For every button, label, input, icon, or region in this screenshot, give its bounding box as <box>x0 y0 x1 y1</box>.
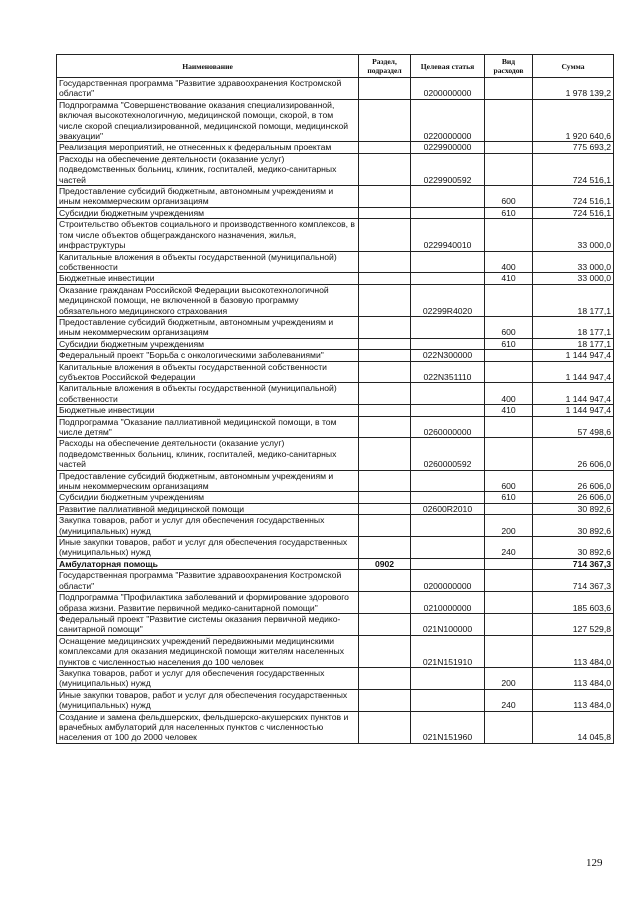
row-section <box>359 667 411 689</box>
header-name: Наименование <box>57 55 359 78</box>
row-name: Субсидии бюджетным учреждениям <box>57 207 359 218</box>
row-sum: 1 144 947,4 <box>533 361 614 383</box>
row-article <box>411 273 485 284</box>
row-section <box>359 350 411 361</box>
table-row <box>57 207 614 218</box>
row-section <box>359 142 411 153</box>
row-expense-type: 200 <box>485 515 533 537</box>
row-article <box>411 383 485 405</box>
row-name: Субсидии бюджетным учреждениям <box>57 338 359 349</box>
row-section <box>359 537 411 559</box>
row-expense-type <box>485 99 533 142</box>
table-row <box>57 350 614 361</box>
row-sum: 57 498,6 <box>533 416 614 438</box>
row-expense-type <box>485 142 533 153</box>
row-name: Субсидии бюджетным учреждениям <box>57 492 359 503</box>
row-article <box>411 207 485 218</box>
header-section: Раздел, подраздел <box>359 55 411 78</box>
row-expense-type: 600 <box>485 186 533 208</box>
row-article <box>411 338 485 349</box>
table-row <box>57 316 614 338</box>
row-expense-type <box>485 219 533 251</box>
row-section <box>359 492 411 503</box>
row-sum: 724 516,1 <box>533 186 614 208</box>
row-expense-type <box>485 635 533 667</box>
row-section <box>359 338 411 349</box>
row-expense-type <box>485 711 533 743</box>
table-row <box>57 153 614 185</box>
row-sum: 1 144 947,4 <box>533 405 614 416</box>
table-row <box>57 383 614 405</box>
row-sum: 127 529,8 <box>533 613 614 635</box>
row-sum: 714 367,3 <box>533 570 614 592</box>
row-section <box>359 78 411 100</box>
row-article: 0210000000 <box>411 592 485 614</box>
row-sum: 724 516,1 <box>533 153 614 185</box>
row-expense-type: 240 <box>485 689 533 711</box>
row-name: Подпрограмма "Оказание паллиативной медицинской помощи, в том числе детям" <box>57 416 359 438</box>
row-section <box>359 284 411 316</box>
row-name: Иные закупки товаров, работ и услуг для обеспечения государственных (муниципальных) нужд <box>57 537 359 559</box>
row-expense-type: 610 <box>485 207 533 218</box>
row-article: 02600R2010 <box>411 503 485 514</box>
row-section <box>359 515 411 537</box>
row-section <box>359 416 411 438</box>
header-article: Целевая статья <box>411 55 485 78</box>
row-name: Оказание гражданам Российской Федерации высокотехнологичной медицинской помощи, не включенной в базовую программу обязательного медицинского страхования <box>57 284 359 316</box>
table-header-row <box>57 55 614 78</box>
row-expense-type <box>485 613 533 635</box>
row-expense-type: 400 <box>485 251 533 273</box>
table-row <box>57 613 614 635</box>
table-row <box>57 438 614 470</box>
row-expense-type <box>485 284 533 316</box>
row-expense-type: 610 <box>485 492 533 503</box>
row-article: 0260000592 <box>411 438 485 470</box>
row-expense-type <box>485 416 533 438</box>
table-row <box>57 338 614 349</box>
table-row <box>57 186 614 208</box>
row-article: 021N100000 <box>411 613 485 635</box>
row-expense-type: 200 <box>485 667 533 689</box>
row-expense-type <box>485 570 533 592</box>
table-row <box>57 416 614 438</box>
row-name: Государственная программа "Развитие здравоохранения Костромской области" <box>57 78 359 100</box>
row-article <box>411 558 485 569</box>
row-expense-type: 600 <box>485 470 533 492</box>
row-name: Закупка товаров, работ и услуг для обеспечения государственных (муниципальных) нужд <box>57 667 359 689</box>
row-sum: 33 000,0 <box>533 251 614 273</box>
row-article: 0200000000 <box>411 78 485 100</box>
row-sum: 26 606,0 <box>533 438 614 470</box>
row-expense-type <box>485 350 533 361</box>
row-section <box>359 438 411 470</box>
row-article <box>411 537 485 559</box>
row-sum: 113 484,0 <box>533 667 614 689</box>
row-sum: 18 177,1 <box>533 284 614 316</box>
table-row <box>57 711 614 743</box>
row-article <box>411 689 485 711</box>
table-row <box>57 99 614 142</box>
row-section <box>359 405 411 416</box>
row-name: Закупка товаров, работ и услуг для обеспечения государственных (муниципальных) нужд <box>57 515 359 537</box>
row-section <box>359 219 411 251</box>
row-sum: 30 892,6 <box>533 537 614 559</box>
table-row <box>57 515 614 537</box>
table-row <box>57 251 614 273</box>
row-sum: 185 603,6 <box>533 592 614 614</box>
row-section <box>359 711 411 743</box>
row-expense-type: 410 <box>485 273 533 284</box>
row-name: Расходы на обеспечение деятельности (оказание услуг) подведомственных больниц, клиник, госпиталей, медико-санитарных частей <box>57 438 359 470</box>
row-article: 0260000000 <box>411 416 485 438</box>
row-article: 0200000000 <box>411 570 485 592</box>
table-row <box>57 273 614 284</box>
row-sum: 30 892,6 <box>533 515 614 537</box>
row-article: 022N351110 <box>411 361 485 383</box>
row-expense-type: 400 <box>485 383 533 405</box>
table-row <box>57 219 614 251</box>
row-section <box>359 635 411 667</box>
row-section <box>359 153 411 185</box>
row-section <box>359 207 411 218</box>
row-section <box>359 503 411 514</box>
table-body <box>57 78 614 744</box>
row-section <box>359 361 411 383</box>
row-article <box>411 186 485 208</box>
row-section <box>359 186 411 208</box>
table-row <box>57 405 614 416</box>
row-name: Предоставление субсидий бюджетным, автономным учреждениям и иным некоммерческим организациям <box>57 470 359 492</box>
table-row <box>57 78 614 100</box>
row-sum: 113 484,0 <box>533 635 614 667</box>
table-row <box>57 503 614 514</box>
row-name: Капитальные вложения в объекты государственной (муниципальной) собственности <box>57 383 359 405</box>
row-section: 0902 <box>359 558 411 569</box>
table-row <box>57 592 614 614</box>
row-sum: 1 920 640,6 <box>533 99 614 142</box>
row-name: Бюджетные инвестиции <box>57 273 359 284</box>
table-row <box>57 570 614 592</box>
row-section <box>359 251 411 273</box>
row-name: Амбулаторная помощь <box>57 558 359 569</box>
row-name: Государственная программа "Развитие здравоохранения Костромской области" <box>57 570 359 592</box>
row-expense-type <box>485 361 533 383</box>
row-article <box>411 515 485 537</box>
row-sum: 30 892,6 <box>533 503 614 514</box>
row-article <box>411 470 485 492</box>
row-article: 021N151960 <box>411 711 485 743</box>
row-article: 0220000000 <box>411 99 485 142</box>
row-name: Реализация мероприятий, не отнесенных к федеральным проектам <box>57 142 359 153</box>
row-name: Капитальные вложения в объекты государственной (муниципальной) собственности <box>57 251 359 273</box>
row-sum: 33 000,0 <box>533 219 614 251</box>
row-sum: 33 000,0 <box>533 273 614 284</box>
row-sum: 1 144 947,4 <box>533 383 614 405</box>
row-section <box>359 613 411 635</box>
header-sum: Сумма <box>533 55 614 78</box>
row-article <box>411 492 485 503</box>
row-article <box>411 405 485 416</box>
row-section <box>359 273 411 284</box>
table-row <box>57 361 614 383</box>
row-sum: 26 606,0 <box>533 470 614 492</box>
row-expense-type: 410 <box>485 405 533 416</box>
row-expense-type <box>485 78 533 100</box>
table-row <box>57 635 614 667</box>
table-row <box>57 142 614 153</box>
row-expense-type <box>485 153 533 185</box>
row-expense-type <box>485 503 533 514</box>
row-name: Предоставление субсидий бюджетным, автономным учреждениям и иным некоммерческим организациям <box>57 186 359 208</box>
row-article: 02299R4020 <box>411 284 485 316</box>
row-sum: 724 516,1 <box>533 207 614 218</box>
row-article: 022N300000 <box>411 350 485 361</box>
table-row <box>57 689 614 711</box>
row-sum: 18 177,1 <box>533 338 614 349</box>
row-expense-type <box>485 592 533 614</box>
row-article <box>411 316 485 338</box>
row-name: Развитие паллиативной медицинской помощи <box>57 503 359 514</box>
row-name: Расходы на обеспечение деятельности (оказание услуг) подведомственных больниц, клиник, госпиталей, медико-санитарных частей <box>57 153 359 185</box>
row-section <box>359 316 411 338</box>
row-expense-type: 600 <box>485 316 533 338</box>
row-name: Подпрограмма "Совершенствование оказания специализированной, включая высокотехнологичную, медицинской помощи, скорой, в том числе скорой специализированной, медицинской помощи, медицинской эвакуации" <box>57 99 359 142</box>
row-name: Оснащение медицинских учреждений передвижными медицинскими комплексами для оказания медицинской помощи жителям населенных пунктов с численностью населения до 100 человек <box>57 635 359 667</box>
page-number: 129 <box>586 857 603 869</box>
table-row <box>57 470 614 492</box>
row-expense-type: 610 <box>485 338 533 349</box>
row-name: Предоставление субсидий бюджетным, автономным учреждениям и иным некоммерческим организациям <box>57 316 359 338</box>
budget-table <box>56 54 614 744</box>
row-section <box>359 470 411 492</box>
table-row <box>57 284 614 316</box>
row-sum: 18 177,1 <box>533 316 614 338</box>
row-section <box>359 570 411 592</box>
row-sum: 775 693,2 <box>533 142 614 153</box>
row-section <box>359 592 411 614</box>
row-expense-type: 240 <box>485 537 533 559</box>
row-section <box>359 689 411 711</box>
row-sum: 1 144 947,4 <box>533 350 614 361</box>
row-article <box>411 667 485 689</box>
row-name: Бюджетные инвестиции <box>57 405 359 416</box>
row-section <box>359 99 411 142</box>
row-name: Подпрограмма "Профилактика заболеваний и формирование здорового образа жизни. Развитие первичной медико-санитарной помощи" <box>57 592 359 614</box>
row-name: Создание и замена фельдшерских, фельдшерско-акушерских пунктов и врачебных амбулаторий для населенных пунктов с численностью населения от 100 до 2000 человек <box>57 711 359 743</box>
row-sum: 26 606,0 <box>533 492 614 503</box>
row-sum: 1 978 139,2 <box>533 78 614 100</box>
row-expense-type <box>485 438 533 470</box>
row-name: Строительство объектов социального и производственного комплексов, в том числе объектов общегражданского назначения, жилья, инфраструктуры <box>57 219 359 251</box>
row-section <box>359 383 411 405</box>
row-name: Федеральный проект "Борьба с онкологическими заболеваниями" <box>57 350 359 361</box>
row-expense-type <box>485 558 533 569</box>
row-name: Капитальные вложения в объекты государственной собственности субъектов Российской Федерации <box>57 361 359 383</box>
row-article <box>411 251 485 273</box>
table-row <box>57 492 614 503</box>
row-article: 0229940010 <box>411 219 485 251</box>
row-sum: 14 045,8 <box>533 711 614 743</box>
row-name: Федеральный проект "Развитие системы оказания первичной медико-санитарной помощи" <box>57 613 359 635</box>
row-sum: 113 484,0 <box>533 689 614 711</box>
table-row <box>57 667 614 689</box>
row-sum: 714 367,3 <box>533 558 614 569</box>
table-row <box>57 537 614 559</box>
table-row <box>57 558 614 569</box>
header-expense-type: Вид расходов <box>485 55 533 78</box>
row-name: Иные закупки товаров, работ и услуг для обеспечения государственных (муниципальных) нужд <box>57 689 359 711</box>
row-article: 0229900592 <box>411 153 485 185</box>
row-article: 021N151910 <box>411 635 485 667</box>
row-article: 0229900000 <box>411 142 485 153</box>
